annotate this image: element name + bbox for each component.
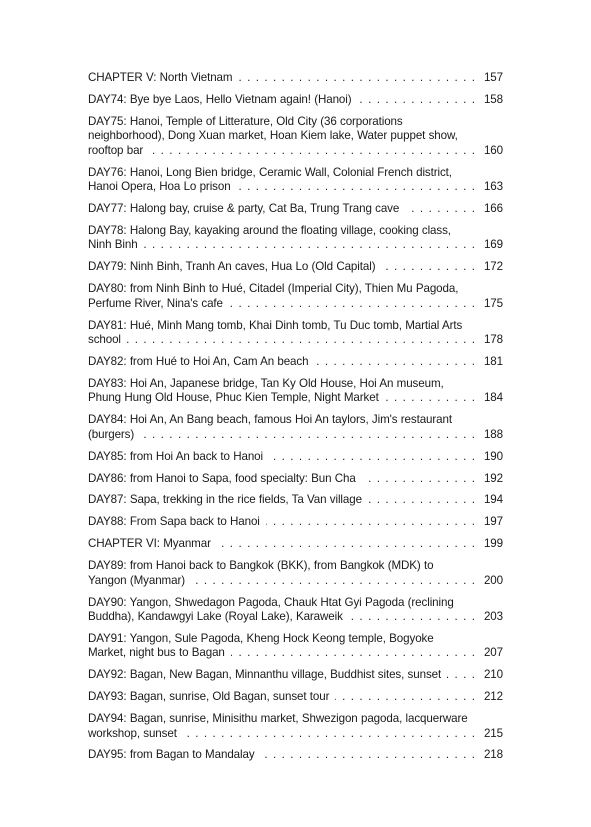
dot-leader (381, 260, 475, 275)
toc-page-number: 215 (483, 726, 503, 740)
toc-page-number: 181 (483, 355, 503, 369)
toc-entry-title-line: DAY86: from Hanoi to Sapa, food specialty: Bun Cha (88, 471, 356, 485)
toc-entry[interactable] (88, 472, 503, 487)
toc-entry-title-line: CHAPTER VI: Myanmar (88, 537, 211, 551)
toc-entry[interactable] (88, 260, 503, 275)
toc-entry-title-line: Hanoi Opera, Hoa Lo prison (88, 180, 231, 194)
dot-leader (144, 238, 475, 253)
dot-leader (237, 180, 475, 195)
toc-page-number: 212 (483, 690, 503, 704)
toc-page-number: 169 (483, 238, 503, 252)
toc-page-number: 163 (483, 180, 503, 194)
toc-entry[interactable] (88, 748, 503, 763)
toc-entry-title-line: (burgers) (88, 427, 135, 441)
dot-leader (269, 450, 475, 465)
dot-leader (266, 515, 475, 530)
toc-entry-title-line: neighborhood), Dong Xuan market, Hoan Kiem lake, Water puppet show, (88, 129, 458, 143)
toc-entry-title-line: DAY78: Halong Bay, kayaking around the floating village, cooking class, (88, 223, 451, 237)
dot-leader (261, 748, 475, 763)
dot-leader (358, 93, 475, 108)
toc-entry-title-line: DAY90: Yangon, Shwedagon Pagoda, Chauk Htat Gyi Pagoda (reclining (88, 595, 454, 609)
toc-entry[interactable] (88, 224, 503, 253)
dot-leader (405, 202, 475, 217)
toc-entry-title-line: DAY88: From Sapa back to Hanoi (88, 515, 260, 529)
dot-leader (231, 646, 475, 661)
toc-page-number: 194 (483, 493, 503, 507)
dot-leader (238, 71, 475, 86)
dot-leader (335, 690, 475, 705)
toc-page-number: 192 (483, 471, 503, 485)
toc-page-number: 218 (483, 748, 503, 762)
toc-page-number: 160 (483, 143, 503, 157)
dot-leader (140, 428, 475, 443)
toc-entry-title-line: rooftop bar (88, 143, 144, 157)
toc-entry[interactable] (88, 71, 503, 86)
toc-entry-title-line: workshop, sunset (88, 726, 177, 740)
toc-page-number: 184 (483, 391, 503, 405)
toc-entry-title-line: DAY77: Halong bay, cruise & party, Cat Ba, Trung Trang cave (88, 202, 400, 216)
dot-leader (314, 355, 475, 370)
toc-page-number: 210 (483, 668, 503, 682)
toc-entry-title-line: DAY95: from Bagan to Mandalay (88, 748, 255, 762)
toc-entry-title-line: DAY93: Bagan, sunrise, Old Bagan, sunset tour (88, 690, 330, 704)
toc-entry-title-line: DAY82: from Hué to Hoi An, Cam An beach (88, 355, 309, 369)
toc-entry-title-line: DAY89: from Hanoi back to Bangkok (BKK), from Bangkok (MDK) to (88, 559, 434, 573)
toc-entry-title-line: Perfume River, Nina's cafe (88, 296, 223, 310)
toc-entry-title-line: DAY94: Bagan, sunrise, Minisithu market, Shwezigon pagoda, lacquerware (88, 712, 468, 726)
dot-leader (183, 727, 475, 742)
toc-entry[interactable] (88, 668, 503, 683)
toc-page-number: 175 (483, 296, 503, 310)
dot-leader (191, 574, 475, 589)
toc-entry[interactable] (88, 115, 503, 159)
toc-entry[interactable] (88, 93, 503, 108)
toc-page-number: 203 (483, 610, 503, 624)
toc-entry-title-line: DAY87: Sapa, trekking in the rice fields, Ta Van village (88, 493, 362, 507)
toc-entry[interactable] (88, 690, 503, 705)
toc-entry-title-line: Buddha), Kandawgyi Lake (Royal Lake), Karaweik (88, 610, 343, 624)
dot-leader (385, 391, 475, 406)
toc-entry-title-line: DAY83: Hoi An, Japanese bridge, Tan Ky Old House, Hoi An museum, (88, 376, 444, 390)
toc-entry-title-line: DAY84: Hoi An, An Bang beach, famous Hoi An taylors, Jim's restaurant (88, 413, 452, 427)
toc-entry-title-line: DAY76: Hanoi, Long Bien bridge, Ceramic Wall, Colonial French district, (88, 165, 452, 179)
toc-page-number: 157 (483, 71, 503, 84)
toc-page-number: 197 (483, 515, 503, 529)
toc-entry-title-line: DAY85: from Hoi An back to Hanoi (88, 449, 263, 463)
toc-entry-title-line: Yangon (Myanmar) (88, 573, 185, 587)
dot-leader (349, 610, 475, 625)
toc-entry[interactable] (88, 632, 503, 661)
toc-page-number: 178 (483, 333, 503, 347)
dot-leader (149, 144, 475, 159)
toc-entry-title-line: DAY75: Hanoi, Temple of Litterature, Old City (36 corporations (88, 114, 403, 128)
toc-entry[interactable] (88, 282, 503, 311)
toc-entry-title-line: DAY81: Hué, Minh Mang tomb, Khai Dinh tomb, Tu Duc tomb, Martial Arts (88, 318, 463, 332)
toc-entry-title-line: DAY92: Bagan, New Bagan, Minnanthu village, Buddhist sites, sunset (88, 668, 442, 682)
toc-entry[interactable] (88, 355, 503, 370)
toc-entry[interactable] (88, 450, 503, 465)
toc-entry[interactable] (88, 319, 503, 348)
toc-entry-title-line: DAY80: from Ninh Binh to Hué, Citadel (Imperial City), Thien Mu Pagoda, (88, 282, 459, 296)
toc-entry[interactable] (88, 493, 503, 508)
dot-leader (127, 333, 475, 348)
toc-page-number: 166 (483, 202, 503, 216)
toc-page-number: 199 (483, 537, 503, 551)
toc-entry[interactable] (88, 166, 503, 195)
toc-entry[interactable] (88, 202, 503, 217)
toc-entry[interactable] (88, 559, 503, 588)
table-of-contents (88, 71, 503, 770)
dot-leader (362, 472, 475, 487)
toc-page-number: 190 (483, 449, 503, 463)
toc-page-number: 172 (483, 260, 503, 274)
toc-page-number: 188 (483, 427, 503, 441)
toc-entry-title-line: DAY91: Yangon, Sule Pagoda, Kheng Hock Keong temple, Bogyoke (88, 631, 434, 645)
toc-entry-title-line: DAY79: Ninh Binh, Tranh An caves, Hua Lo (Old Capital) (88, 260, 376, 274)
dot-leader (229, 297, 475, 312)
dot-leader (447, 668, 475, 683)
toc-entry[interactable] (88, 515, 503, 530)
toc-page-number: 200 (483, 573, 503, 587)
toc-entry-title-line: school (88, 333, 121, 347)
toc-entry-title-line: DAY74: Bye bye Laos, Hello Vietnam again! (Hanoi) (88, 92, 352, 106)
toc-entry[interactable] (88, 537, 503, 552)
toc-entry[interactable] (88, 413, 503, 442)
toc-entry[interactable] (88, 712, 503, 741)
toc-page-number: 207 (483, 646, 503, 660)
toc-entry-title-line: Ninh Binh (88, 238, 138, 252)
dot-leader (217, 537, 475, 552)
toc-entry-title-line: Market, night bus to Bagan (88, 646, 225, 660)
toc-entry-title-line: CHAPTER V: North Vietnam (88, 71, 233, 84)
toc-page-number: 158 (483, 92, 503, 106)
toc-entry[interactable] (88, 596, 503, 625)
toc-entry-title-line: Phung Hung Old House, Phuc Kien Temple, Night Market (88, 391, 379, 405)
toc-entry[interactable] (88, 377, 503, 406)
dot-leader (368, 493, 475, 508)
